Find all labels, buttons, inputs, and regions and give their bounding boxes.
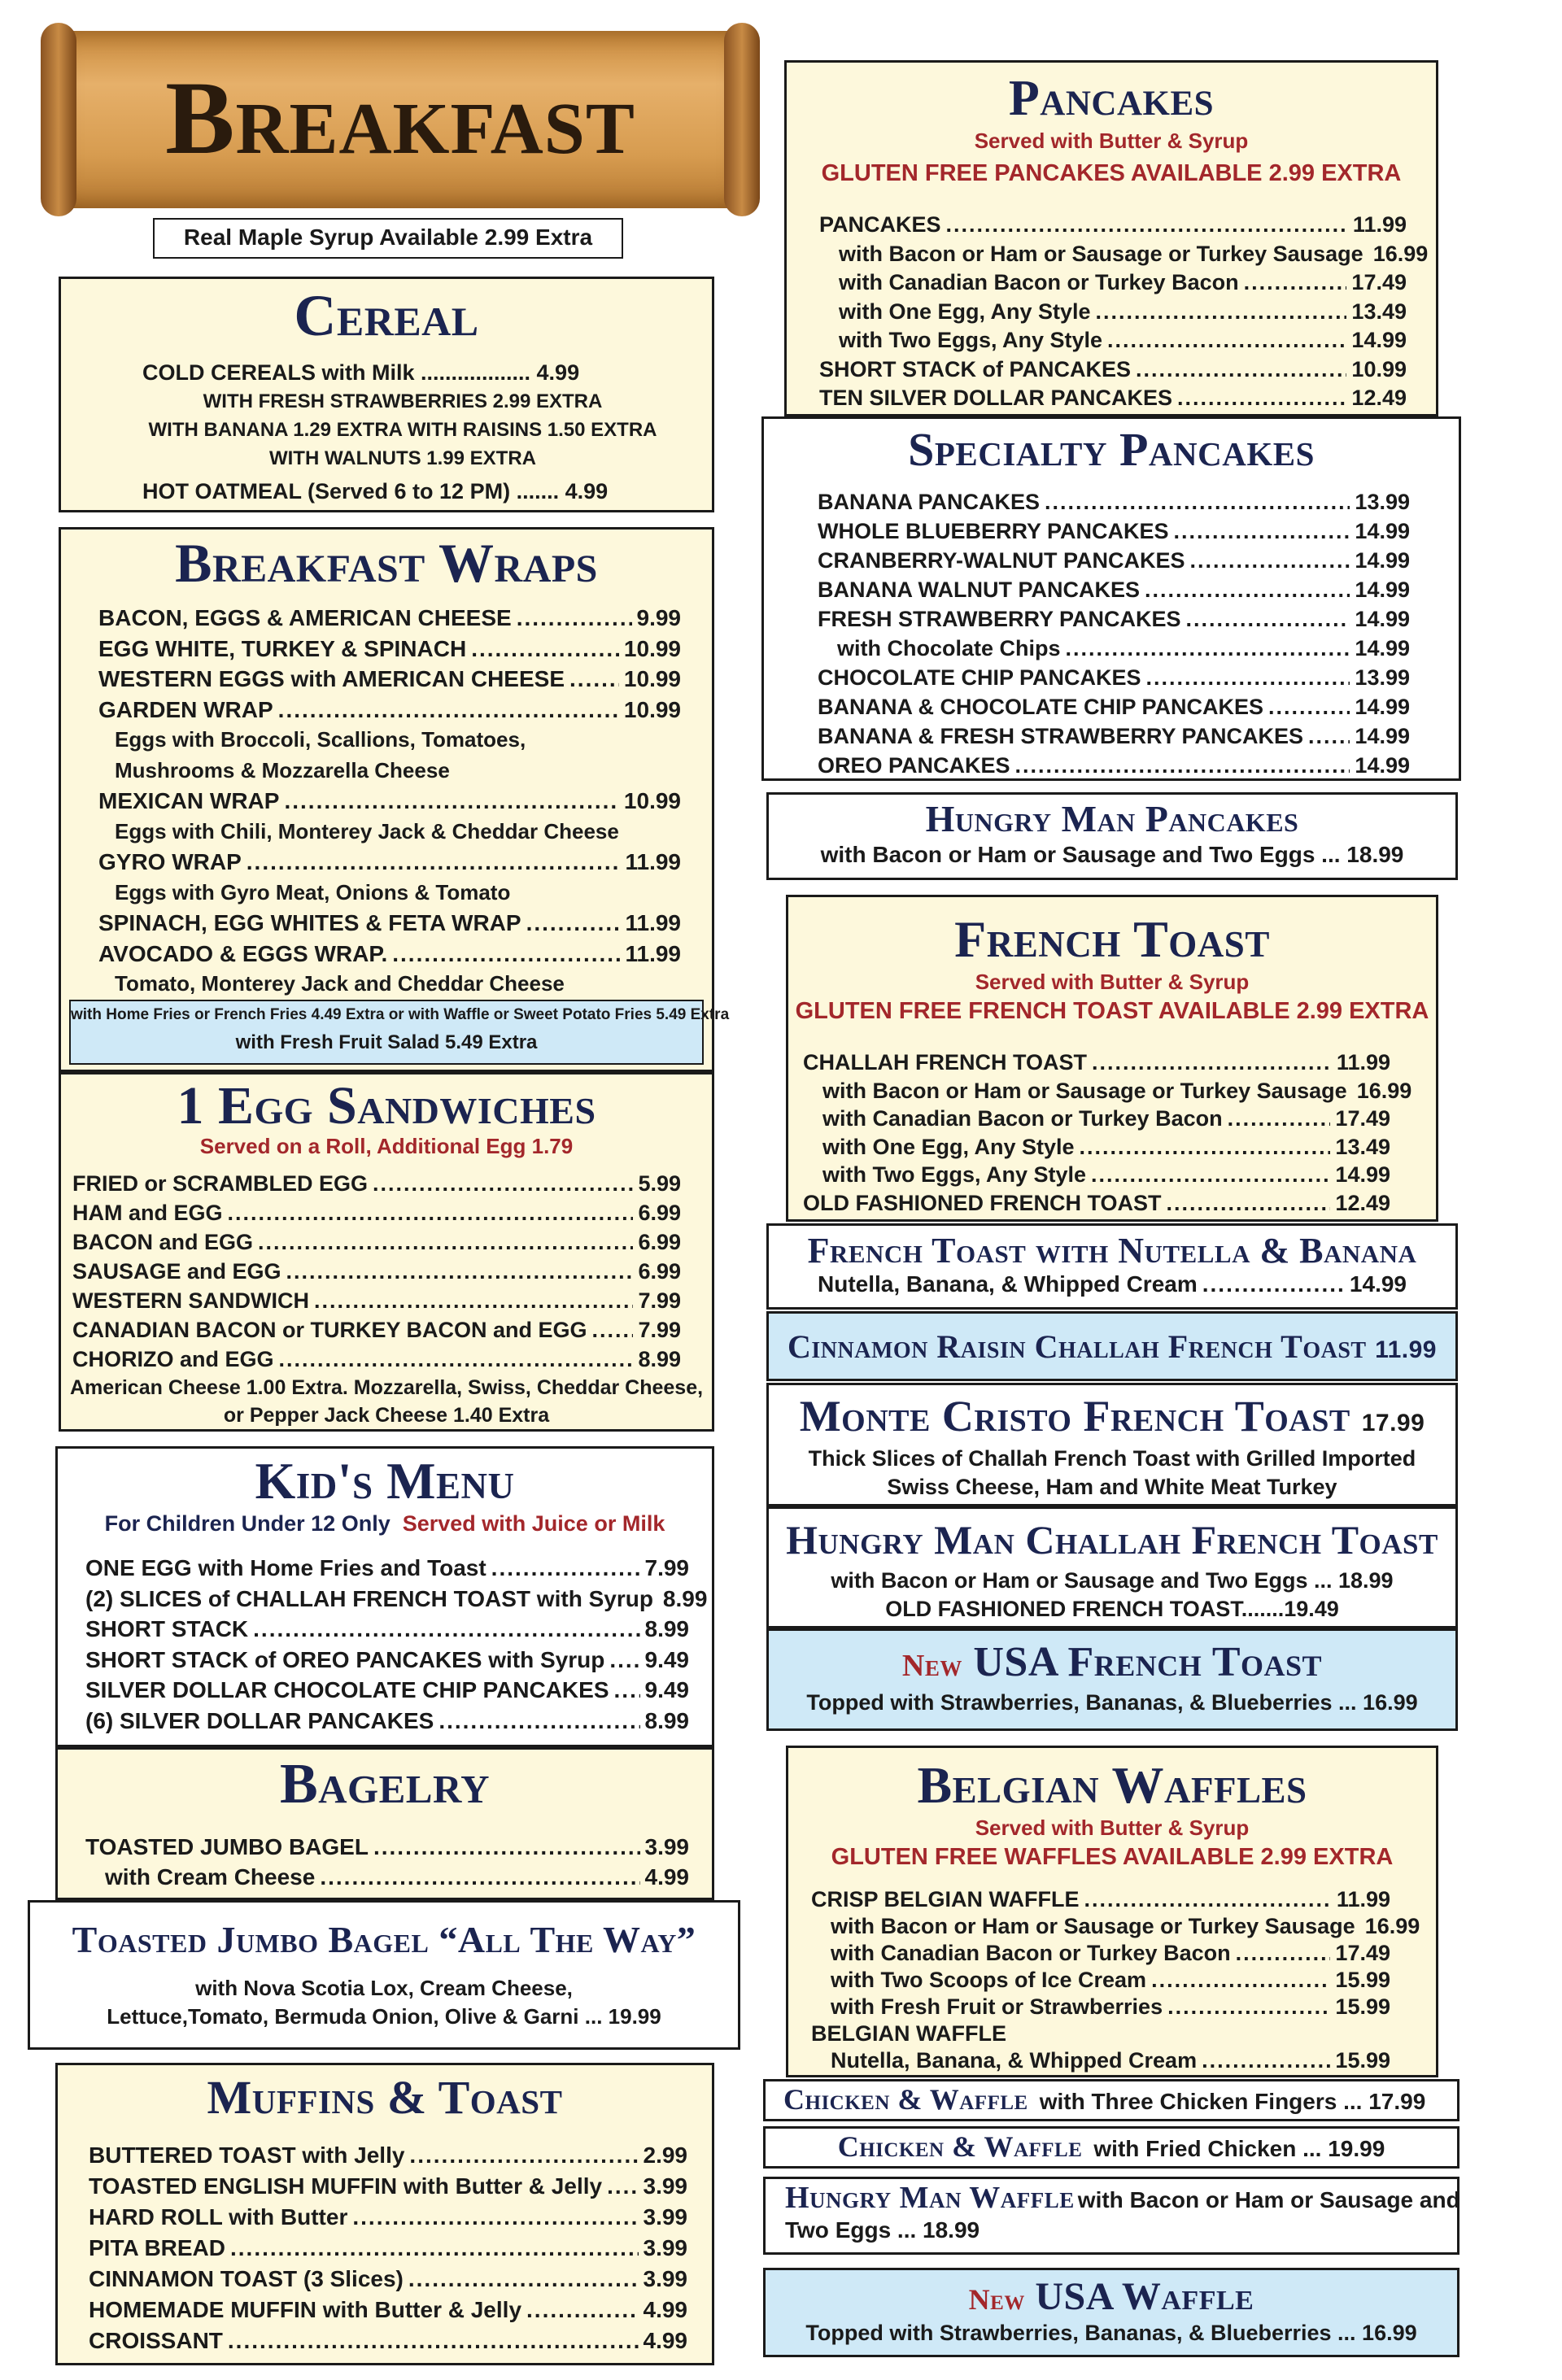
item-price: 8.99 bbox=[638, 1347, 681, 1371]
menu-item bbox=[85, 1645, 689, 1676]
waffles-items bbox=[811, 1886, 1420, 2074]
item-name: BACON and EGG bbox=[72, 1230, 254, 1254]
item-name: CRANBERRY-WALNUT PANCAKES bbox=[818, 548, 1185, 573]
menu-item bbox=[803, 1105, 1390, 1133]
menu-item bbox=[818, 663, 1410, 692]
cereal-title: Cereal bbox=[294, 283, 479, 348]
item-name: ONE EGG with Home Fries and Toast bbox=[85, 1555, 486, 1580]
menu-item bbox=[98, 695, 681, 726]
item-name: with Fresh Fruit or Strawberries bbox=[831, 1994, 1163, 2019]
item-price: 17.49 bbox=[1335, 1941, 1390, 1965]
hungry-man-challah-french-toast: Hungry Man Challah French Toast with Bacon or Ham or Sausage and Two Eggs ... 18.99 OLD FASHIONED FRENCH TOAST.......19.49 bbox=[766, 1506, 1458, 1628]
item-price: 13.99 bbox=[1355, 665, 1410, 690]
item-price: 10.99 bbox=[623, 788, 681, 813]
menu-item bbox=[818, 487, 1410, 517]
item-name: Eggs with Gyro Meat, Onions & Tomato bbox=[115, 879, 511, 904]
menu-item bbox=[72, 1169, 681, 1198]
item-price: 11.99 bbox=[1336, 1050, 1390, 1074]
menu-item bbox=[819, 240, 1429, 269]
menu-item bbox=[803, 1189, 1390, 1218]
menu-item bbox=[98, 878, 681, 909]
menu-item bbox=[98, 756, 681, 787]
menu-item bbox=[85, 1863, 689, 1893]
item-name: SHORT STACK of OREO PANCAKES with Syrup bbox=[85, 1646, 605, 1672]
breakfast-wraps-section bbox=[59, 527, 730, 1072]
item-price: 11.99 bbox=[1352, 212, 1407, 237]
item-price: 14.99 bbox=[1355, 695, 1410, 719]
menu-item bbox=[811, 1940, 1390, 1967]
item-price: 17.49 bbox=[1335, 1106, 1390, 1131]
french-toast-nutella: French Toast with Nutella & Banana Nutella, Banana, & Whipped Cream ..... 14.99 bbox=[766, 1223, 1458, 1310]
menu-item bbox=[72, 1257, 681, 1286]
wraps-items bbox=[98, 603, 681, 1000]
all-the-way-title: Toasted Jumbo Bagel “All The Way” bbox=[72, 1919, 696, 1960]
menu-item bbox=[89, 2264, 687, 2295]
menu-item bbox=[98, 908, 681, 939]
item-name: CHALLAH FRENCH TOAST bbox=[803, 1050, 1087, 1074]
item-price: 14.99 bbox=[1355, 607, 1410, 631]
kids-menu-section: Kid's Menu For Children Under 12 Only Served with Juice or Milk ONE EGG with Home Fries and Toast ..... 7.99 (2) SLICES of CHALLAH FRENCH TOAST with Syrup 8.99 SHORT STACK ..... 8.99 SHORT STACK of OREO PANCAKES with Syrup ..... 9.49 SILVER DOLLAR CHOCOLATE CHIP PANCAKES ..... 9.49 (6) SILVER DOLLAR PANCAKES ..... 8.99 bbox=[55, 1446, 714, 1747]
usa-waffle: New USA Waffle Topped with Strawberries, Bananas, & Blueberries ... 16.99 bbox=[763, 2268, 1459, 2357]
item-name: AVOCADO & EGGS WRAP. bbox=[98, 940, 388, 966]
item-price: 14.99 bbox=[1355, 636, 1410, 660]
french-toast-items bbox=[803, 1048, 1412, 1217]
menu-item bbox=[85, 1553, 689, 1584]
item-name: (2) SLICES of CHALLAH FRENCH TOAST with Syrup bbox=[85, 1585, 653, 1611]
item-price: 11.99 bbox=[625, 910, 681, 935]
item-name: CANADIAN BACON or TURKEY BACON and EGG bbox=[72, 1318, 587, 1342]
usa-french-toast: New USA French Toast Topped with Strawberries, Bananas, & Blueberries ... 16.99 bbox=[766, 1628, 1458, 1731]
wraps-title: Breakfast Wraps bbox=[175, 532, 598, 594]
menu-item bbox=[818, 517, 1410, 546]
item-name: BANANA WALNUT PANCAKES bbox=[818, 578, 1140, 602]
specialty-pancakes-section bbox=[761, 416, 1461, 781]
menu-item bbox=[89, 2171, 687, 2202]
item-name: Nutella, Banana, & Whipped Cream bbox=[831, 2048, 1198, 2073]
french-toast-title: French Toast bbox=[954, 910, 1270, 968]
item-price: 9.99 bbox=[636, 605, 681, 630]
item-price: 12.49 bbox=[1335, 1190, 1390, 1215]
bagelry-section bbox=[55, 1747, 714, 1900]
menu-item bbox=[818, 604, 1410, 634]
item-name: with One Egg, Any Style bbox=[822, 1134, 1075, 1159]
item-price: 13.99 bbox=[1355, 490, 1410, 514]
item-name: PITA BREAD bbox=[89, 2235, 225, 2260]
menu-item bbox=[818, 546, 1410, 575]
egg-sandwiches-section: 1 Egg Sandwiches Served on a Roll, Additional Egg 1.79 FRIED or SCRAMBLED EGG ..... 5.99 HAM and EGG ..... 6.99 BACON and EGG ..... 6.99 SAUSAGE and EGG ..... 6.99 WESTERN SANDWICH ..... 7.99 CANADIAN BACON or TURKEY BACON and EGG ..... 7.99 CHORIZO and EGG ..... 8.99 American Cheese 1.00 Extra. Mozzarella, Swiss, Cheddar Cheese, or Pepper Jack Cheese 1.40 Extra bbox=[59, 1072, 714, 1432]
menu-item bbox=[98, 664, 681, 695]
menu-item bbox=[89, 2326, 687, 2356]
chicken-waffle-fried: Chicken & Waffle with Fried Chicken ... 19.99 bbox=[763, 2126, 1459, 2169]
item-price: 14.99 bbox=[1355, 519, 1410, 543]
item-name: CHOCOLATE CHIP PANCAKES bbox=[818, 665, 1141, 690]
item-name: with Two Scoops of Ice Cream bbox=[831, 1968, 1147, 1992]
menu-item bbox=[85, 1614, 689, 1645]
menu-item bbox=[98, 603, 681, 634]
item-price: 13.49 bbox=[1335, 1134, 1390, 1159]
item-name: with Chocolate Chips bbox=[837, 636, 1061, 660]
item-price: 7.99 bbox=[644, 1555, 689, 1580]
item-price: 9.49 bbox=[644, 1677, 689, 1702]
menu-item bbox=[98, 969, 681, 1000]
menu-item bbox=[818, 634, 1410, 663]
item-name: SHORT STACK of PANCAKES bbox=[819, 356, 1131, 381]
all-the-way-section: Toasted Jumbo Bagel “All The Way” with Nova Scotia Lox, Cream Cheese, Lettuce,Tomato, Bermuda Onion, Olive & Garni ... 19.99 bbox=[28, 1900, 740, 2050]
item-price: 6.99 bbox=[638, 1259, 681, 1284]
menu-item bbox=[803, 1161, 1390, 1189]
item-price: 3.99 bbox=[643, 2235, 687, 2260]
cinnamon-raisin-french-toast: Cinnamon Raisin Challah French Toast 11.99 bbox=[766, 1311, 1458, 1381]
belgian-waffles-section: Belgian Waffles Served with Butter & Syrup GLUTEN FREE WAFFLES AVAILABLE 2.99 EXTRA CRISP BELGIAN WAFFLE ..... 11.99 with Bacon or Ham or Sausage or Turkey Sausage 16.99 with Canadian Bacon or Turkey Bacon ..... 17.49 with Two Scoops of Ice Cream ..... 15.99 with Fresh Fruit or Strawberries ..... 15.99 BELGIAN WAFFLE Nutella, Banana, & Whipped Cream ..... 15.99 bbox=[786, 1746, 1438, 2077]
menu-item bbox=[85, 1584, 708, 1615]
item-name: BANANA & CHOCOLATE CHIP PANCAKES bbox=[818, 695, 1264, 719]
item-price: 14.99 bbox=[1355, 753, 1410, 778]
item-price: 14.99 bbox=[1355, 724, 1410, 748]
menu-item bbox=[811, 2020, 1390, 2047]
item-price: 8.99 bbox=[662, 1585, 708, 1611]
item-name: HAM and EGG bbox=[72, 1201, 223, 1225]
item-price: 6.99 bbox=[638, 1230, 681, 1254]
menu-item bbox=[98, 847, 681, 878]
menu-item bbox=[803, 1077, 1412, 1105]
item-price: 14.99 bbox=[1335, 1162, 1390, 1187]
item-name: FRESH STRAWBERRY PANCAKES bbox=[818, 607, 1181, 631]
menu-item bbox=[819, 298, 1407, 327]
item-name: Eggs with Broccoli, Scallions, Tomatoes, bbox=[115, 727, 526, 752]
item-price: 8.99 bbox=[644, 1707, 689, 1733]
item-name: SPINACH, EGG WHITES & FETA WRAP bbox=[98, 910, 521, 935]
item-price: 9.49 bbox=[644, 1646, 689, 1672]
item-price: 3.99 bbox=[643, 2266, 687, 2291]
item-name: EGG WHITE, TURKEY & SPINACH bbox=[98, 635, 467, 661]
item-name: OREO PANCAKES bbox=[818, 753, 1010, 778]
item-name: HOMEMADE MUFFIN with Butter & Jelly bbox=[89, 2297, 522, 2322]
item-name: BANANA PANCAKES bbox=[818, 490, 1041, 514]
muffins-toast-section bbox=[55, 2063, 714, 2365]
item-price: 6.99 bbox=[638, 1201, 681, 1225]
item-name: with Cream Cheese bbox=[105, 1863, 316, 1890]
item-price: 3.99 bbox=[644, 1834, 689, 1859]
item-price: 15.99 bbox=[1335, 1994, 1390, 2019]
item-name: with Canadian Bacon or Turkey Bacon bbox=[839, 270, 1239, 294]
item-name: PANCAKES bbox=[819, 212, 941, 237]
maple-syrup-note: Real Maple Syrup Available 2.99 Extra bbox=[153, 218, 623, 259]
item-price: 8.99 bbox=[644, 1616, 689, 1641]
monte-cristo-french-toast: Monte Cristo French Toast 17.99 Thick Slices of Challah French Toast with Grilled Imported Swiss Cheese, Ham and White Meat Turkey bbox=[766, 1383, 1458, 1506]
item-name: (6) SILVER DOLLAR PANCAKES bbox=[85, 1707, 434, 1733]
item-price: 12.49 bbox=[1351, 386, 1407, 410]
specialty-items bbox=[818, 487, 1410, 780]
waffles-title: Belgian Waffles bbox=[917, 1756, 1307, 1814]
french-toast-section: French Toast Served with Butter & Syrup GLUTEN FREE FRENCH TOAST AVAILABLE 2.99 EXTRA CHALLAH FRENCH TOAST ..... 11.99 with Bacon or Ham or Sausage or Turkey Sausage 16.99 with Canadian Bacon or Turkey Bacon ..... 17.49 with One Egg, Any Style ..... 13.49 with Two Eggs, Any Style ..... 14.99 OLD FASHIONED FRENCH TOAST ..... 12.49 bbox=[786, 895, 1438, 1222]
item-price: 15.99 bbox=[1335, 2048, 1390, 2073]
item-name: SAUSAGE and EGG bbox=[72, 1259, 281, 1284]
item-price: 11.99 bbox=[1336, 1887, 1390, 1911]
menu-item bbox=[811, 2047, 1390, 2074]
item-name: BANANA & FRESH STRAWBERRY PANCAKES bbox=[818, 724, 1304, 748]
item-name: CRISP BELGIAN WAFFLE bbox=[811, 1887, 1080, 1911]
item-price: 16.99 bbox=[1372, 241, 1429, 266]
menu-item bbox=[72, 1286, 681, 1315]
menu-item bbox=[819, 355, 1407, 385]
kids-menu-items bbox=[85, 1553, 708, 1736]
item-name: CHORIZO and EGG bbox=[72, 1347, 274, 1371]
item-price: 16.99 bbox=[1364, 1914, 1420, 1938]
item-name: with Bacon or Ham or Sausage or Turkey Sausage bbox=[839, 241, 1363, 266]
item-name: with One Egg, Any Style bbox=[839, 299, 1091, 324]
item-price: 14.99 bbox=[1351, 328, 1407, 352]
item-name: CROISSANT bbox=[89, 2328, 223, 2353]
breakfast-banner bbox=[55, 31, 745, 208]
menu-item bbox=[98, 634, 681, 665]
menu-item bbox=[803, 1048, 1390, 1077]
menu-item bbox=[811, 1886, 1390, 1913]
egg-sandwiches-title: 1 Egg Sandwiches bbox=[177, 1076, 596, 1136]
menu-item bbox=[98, 725, 681, 756]
chicken-waffle-fingers: Chicken & Waffle with Three Chicken Fingers ... 17.99 bbox=[763, 2079, 1459, 2121]
menu-item bbox=[819, 268, 1407, 298]
hungry-man-pancakes: Hungry Man Pancakes with Bacon or Ham or Sausage and Two Eggs ... 18.99 bbox=[766, 792, 1458, 880]
item-name: with Two Eggs, Any Style bbox=[822, 1162, 1087, 1187]
item-name: WHOLE BLUEBERRY PANCAKES bbox=[818, 519, 1169, 543]
menu-item bbox=[811, 1913, 1420, 1940]
item-name: OLD FASHIONED FRENCH TOAST bbox=[803, 1190, 1162, 1215]
menu-item bbox=[85, 1675, 689, 1706]
item-name: SILVER DOLLAR CHOCOLATE CHIP PANCAKES bbox=[85, 1677, 609, 1702]
menu-item bbox=[72, 1345, 681, 1374]
wraps-sides-box: with Home Fries or French Fries 4.49 Extra or with Waffle or Sweet Potato Fries 5.49 Extra with Fresh Fruit Salad 5.49 Extra bbox=[69, 1000, 704, 1065]
menu-item bbox=[89, 2202, 687, 2233]
menu-item bbox=[98, 786, 681, 817]
menu-item bbox=[85, 1833, 689, 1863]
item-name: HARD ROLL with Butter bbox=[89, 2204, 348, 2230]
menu-item bbox=[85, 1706, 689, 1737]
cereal-lines: COLD CEREALS with Milk .................. 4.99 WITH FRESH STRAWBERRIES 2.99 EXTRA WITH BANANA 1.29 EXTRA WITH RAISINS 1.50 EXTRA WITH WALNUTS 1.99 EXTRA HOT OATMEAL (Served 6 to 12 PM) ....... 4.99 bbox=[142, 360, 657, 503]
menu-item bbox=[819, 326, 1407, 355]
item-name: with Bacon or Ham or Sausage or Turkey Sausage bbox=[822, 1078, 1347, 1103]
item-name: Eggs with Chili, Monterey Jack & Cheddar Cheese bbox=[115, 818, 619, 843]
item-name: with Canadian Bacon or Turkey Bacon bbox=[822, 1106, 1223, 1131]
item-price: 4.99 bbox=[643, 2328, 687, 2353]
item-price: 7.99 bbox=[638, 1288, 681, 1313]
menu-item bbox=[819, 384, 1407, 413]
item-price: 7.99 bbox=[638, 1318, 681, 1342]
item-price: 10.99 bbox=[623, 666, 681, 691]
item-name: WESTERN SANDWICH bbox=[72, 1288, 309, 1313]
pancakes-section: Pancakes Served with Butter & Syrup GLUTEN FREE PANCAKES AVAILABLE 2.99 EXTRA PANCAKES ..... 11.99 with Bacon or Ham or Sausage or Turkey Sausage 16.99 with Canadian Bacon or Turkey Bacon ..... 17.49 with One Egg, Any Style ..... 13.49 with Two Eggs, Any Style ..... 14.99 SHORT STACK of PANCAKES ..... 10.99 TEN SILVER DOLLAR PANCAKES ..... 12.49 bbox=[784, 60, 1438, 416]
breakfast-title: Breakfast bbox=[165, 60, 635, 176]
item-name: SHORT STACK bbox=[85, 1616, 249, 1641]
item-price: 17.49 bbox=[1351, 270, 1407, 294]
egg-sandwich-items bbox=[72, 1169, 681, 1374]
menu-item bbox=[72, 1315, 681, 1345]
menu-item bbox=[98, 939, 681, 970]
menu-item bbox=[803, 1133, 1390, 1162]
menu-item bbox=[89, 2140, 687, 2171]
item-price: 3.99 bbox=[643, 2173, 687, 2199]
item-price: 4.99 bbox=[644, 1863, 689, 1890]
item-name: Tomato, Monterey Jack and Cheddar Cheese bbox=[115, 971, 565, 996]
menu-item bbox=[811, 1967, 1390, 1994]
item-name: GYRO WRAP bbox=[98, 849, 242, 874]
pancakes-items bbox=[819, 211, 1429, 413]
item-price: 11.99 bbox=[625, 849, 681, 874]
hungry-man-waffle: Hungry Man Waffle with Bacon or Ham or Sausage and Two Eggs ... 18.99 bbox=[763, 2177, 1459, 2255]
item-price: 14.99 bbox=[1355, 548, 1410, 573]
menu-item bbox=[818, 575, 1410, 604]
item-price: 14.99 bbox=[1355, 578, 1410, 602]
item-name: TOASTED ENGLISH MUFFIN with Butter & Jelly bbox=[89, 2173, 603, 2199]
item-name: BELGIAN WAFFLE bbox=[811, 2021, 1006, 2046]
item-name: with Two Eggs, Any Style bbox=[839, 328, 1103, 352]
item-name: BACON, EGGS & AMERICAN CHEESE bbox=[98, 605, 512, 630]
item-price: 10.99 bbox=[623, 635, 681, 661]
menu-item bbox=[818, 721, 1410, 751]
menu-item bbox=[72, 1227, 681, 1257]
item-name: TOASTED JUMBO BAGEL bbox=[85, 1834, 369, 1859]
muffins-title: Muffins & Toast bbox=[207, 2071, 563, 2124]
bagelry-items bbox=[85, 1833, 689, 1892]
item-price: 15.99 bbox=[1335, 1968, 1390, 1992]
item-name: GARDEN WRAP bbox=[98, 696, 273, 722]
item-name: Mushrooms & Mozzarella Cheese bbox=[115, 757, 450, 782]
menu-item bbox=[818, 692, 1410, 721]
item-price: 3.99 bbox=[643, 2204, 687, 2230]
item-price: 13.49 bbox=[1351, 299, 1407, 324]
item-name: MEXICAN WRAP bbox=[98, 788, 280, 813]
menu-item bbox=[89, 2295, 687, 2326]
kids-menu-title: Kid's Menu bbox=[255, 1452, 515, 1510]
item-name: TEN SILVER DOLLAR PANCAKES bbox=[819, 386, 1173, 410]
item-name: FRIED or SCRAMBLED EGG bbox=[72, 1171, 369, 1196]
item-name: WESTERN EGGS with AMERICAN CHEESE bbox=[98, 666, 565, 691]
cereal-section bbox=[59, 277, 714, 512]
item-name: with Canadian Bacon or Turkey Bacon bbox=[831, 1941, 1231, 1965]
menu-item bbox=[818, 751, 1410, 780]
item-price: 16.99 bbox=[1356, 1078, 1412, 1103]
item-name: with Bacon or Ham or Sausage or Turkey Sausage bbox=[831, 1914, 1355, 1938]
item-price: 4.99 bbox=[643, 2297, 687, 2322]
menu-item bbox=[72, 1198, 681, 1227]
menu-item bbox=[89, 2233, 687, 2264]
item-price: 10.99 bbox=[1351, 356, 1407, 381]
menu-item bbox=[98, 817, 681, 848]
pancakes-title: Pancakes bbox=[1008, 71, 1215, 126]
item-name: BUTTERED TOAST with Jelly bbox=[89, 2142, 405, 2168]
muffins-items bbox=[89, 2140, 687, 2356]
item-price: 11.99 bbox=[625, 940, 681, 966]
bagelry-title: Bagelry bbox=[279, 1753, 491, 1816]
item-name: CINNAMON TOAST (3 Slices) bbox=[89, 2266, 404, 2291]
item-price: 5.99 bbox=[638, 1171, 681, 1196]
menu-item bbox=[811, 1994, 1390, 2020]
item-price: 10.99 bbox=[623, 696, 681, 722]
item-price: 2.99 bbox=[643, 2142, 687, 2168]
menu-item bbox=[819, 211, 1407, 240]
specialty-title: Specialty Pancakes bbox=[908, 423, 1315, 476]
